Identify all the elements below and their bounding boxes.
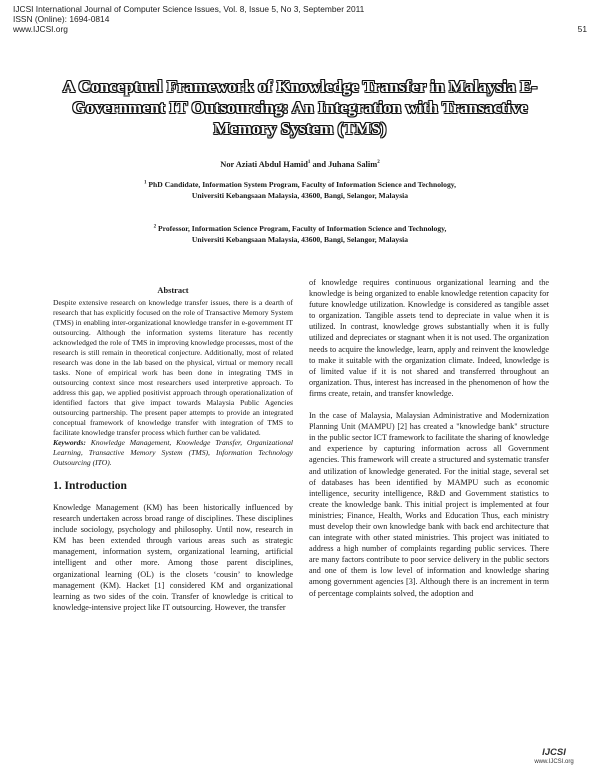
affiliation [60,224,540,246]
affiliation-text: Universiti Kebangsaan Malaysia, 43600, Bangi, Selangor, Malaysia [191,190,409,200]
body-paragraph: of knowledge requires continuous organizational learning and the knowledge is being organized to enable knowledge retention capacity for future knowledge utilization. Knowledge is considered as tangible asset to organization. Tangible assets tend to depreciate in value when it is utilized. In contrast, knowledge grows substantially when it is fully utilized and depreciates or stagnant when it is not used. The organization needs to acquire the knowledge, learn, apply and reinvent the knowledge to make it suitable with the organization climate. Indeed, knowledge is of limited value if it is not shared and transferred throughout an organization. Thus, interest has increased in the phenomenon of how the firms create, retain, and transfer knowledge. [309,278,549,398]
affiliation-text: PhD Candidate, Information System Program, Faculty of Information Science and Technology, [148,180,457,189]
ijcsi-logo-mark: IJCSI [542,747,566,758]
author-name: Juhana Salim [328,160,378,169]
affiliation-line [60,224,540,235]
affiliation-text: Universiti Kebangsaan Malaysia, 43600, Bangi, Selangor, Malaysia [191,234,409,244]
affiliation-mark: 1 [143,180,147,186]
author-affiliation-mark: 1 [307,160,311,166]
journal-url: www.IJCSI.org [13,23,68,34]
abstract-body: Despite extensive research on knowledge transfer issues, there is a dearth of research that has explicitly focused on the role of Transactive Memory System (TMS) in enabling inter-organizational knowledge transfer in e-government IT outsourcing. Although the information systems literature has recently acknowledged the role of TMS in improving knowledge processes, most of the research is still remain in theoretical conjecture. Additionally, most of related research was done in the lab based on the physical, virtual or memory recall tasks. None of empirical work has been done in integrating TMS in outsourcing context since most researchers used interpretive approach. To address this gap, we applied positivist approach through operationalization of identified factors that give impact towards Malaysia Public Agencies outsourcing partnership. The present paper attempts to provide an integrated conceptual framework of knowledge transfer with integration of TMS to facilitate knowledge transfer process which further can be validated. [53,298,293,437]
author-affiliation-mark: 2 [377,160,380,166]
paper-title: A Conceptual Framework of Knowledge Transfer in Malaysia E-Government IT Outsourcing: An Integration with Transactive Memory System (TMS) [62,77,538,138]
abstract-heading: Abstract [157,286,189,295]
journal-issn: ISSN (Online): 1694-0814 [13,13,110,24]
author-conjunction: and [310,160,329,169]
author-line [100,160,500,169]
right-column [309,277,549,599]
paragraph-gap [309,399,549,410]
journal-header [13,5,587,34]
keywords-label: Keywords: [53,438,86,447]
ijcsi-logo [531,748,577,766]
journal-citation: IJCSI International Journal of Computer Science Issues, Vol. 8, Issue 5, No 3, September 2011 [13,4,365,14]
author-name: Nor Aziati Abdul Hamid [220,160,308,169]
section-heading-introduction: 1. Introduction [53,480,127,492]
page-number: 51 [577,24,587,34]
ijcsi-logo-url: www.IJCSI.org [534,759,574,765]
body-paragraph: In the case of Malaysia, Malaysian Administrative and Modernization Planning Unit (MAMPU) [2] has created a "knowledge bank" structure in the public sector ICT framework to facilitate the sharing of knowledge and experience by capturing information across all Government agencies. This framework will create a structured and systematic transfer and utilization of knowledge generated. For the initial stage, several set of databases has been identified by MAMPU such as economic intelligence, security intelligence, R&D and Government statistics to create the knowledge bank. This initial project is implemented at four ministries; Finance, Health, Works and Education Thus, each ministry must develop their own knowledge bank with back end architecture that can integrate with other stated ministries. This project was initiated to address a high number of complaints regarding public services. There are many factors contribute to poor service delivery in the public sectors and one of them is low level of information and knowledge sharing among government agencies [3]. Although there is an increment in term of percentage complaints solved, the adoption and [309,411,549,598]
affiliation-text: Professor, Information Science Program, Faculty of Information Science and Technology, [158,224,447,233]
left-column [53,277,293,613]
affiliation-mark: 2 [153,224,157,230]
affiliation [60,180,540,202]
keywords [53,438,293,468]
introduction-paragraph: Knowledge Management (KM) has been historically influenced by research undertaken across broad range of disciplines. These disciplines include sociology, psychology and philosophy. Until now, research in KM has been extended through various areas such as strategic management, information system, organizational learning, artificial intelligent and other more. Among those parent disciplines, organizational learning (OL) is the closets ‘cousin’ to knowledge management (KM). Hacket [1] considered KM and organizational learning as two sides of the coin. Transfer of knowledge is critical to knowledge-intensive project like IT outsourcing. However, the transfer [53,503,293,612]
affiliation-line [60,180,540,191]
keywords-list: Knowledge Management, Knowledge Transfer, Organizational Learning, Transactive Memory System (TMS), Information Technology Outsourcing (ITO). [53,438,293,467]
